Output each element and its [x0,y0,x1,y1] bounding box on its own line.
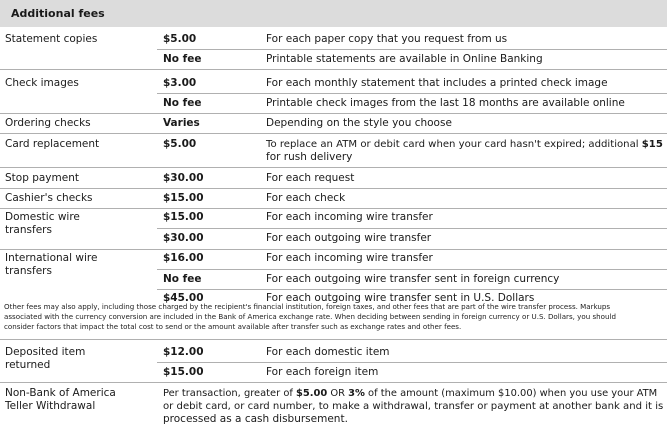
international-wire-label: International wire [5,252,98,264]
divider [0,188,667,189]
statement-copies-desc: For each paper copy that you request from us [266,33,508,45]
international-wire-desc-2: For each outgoing wire transfer sent in foreign currency [266,273,560,285]
deposited-item-label: Deposited item [5,346,86,358]
non-boa-teller-desc-2: or debit card, or card number, to make a withdrawal, transfer or payment at another bank and it is [163,401,664,412]
card-replacement-desc-2: for rush delivery [266,151,353,163]
domestic-wire-desc-2: For each outgoing wire transfer [266,232,432,244]
domestic-wire-desc: For each incoming wire transfer [266,211,433,223]
rush-delivery-amount: $15 [641,139,663,150]
deposited-item-label-2: returned [5,359,51,371]
cashiers-checks-fee: $15.00 [163,192,204,204]
international-wire-fee-3: $45.00 [163,292,204,304]
domestic-wire-fee-2: $30.00 [163,232,204,244]
non-boa-teller-desc-3: processed as a cash disbursement. [163,413,348,425]
divider [157,49,667,50]
divider [0,167,667,168]
card-replacement-desc: To replace an ATM or debit card when your card hasn't expired; additional $15 [266,139,663,150]
divider [157,289,667,290]
ordering-checks-label: Ordering checks [5,117,91,129]
non-boa-teller-label-2: Teller Withdrawal [5,400,96,412]
non-boa-teller-desc: Per transaction, greater of $5.00 OR 3% of the amount (maximum $10.00) when you use your ATM [163,388,658,399]
international-wire-fee-2: No fee [163,273,202,285]
domestic-wire-fee: $15.00 [163,211,204,223]
stop-payment-label: Stop payment [5,172,79,184]
divider [0,249,667,250]
stop-payment-fee: $30.00 [163,172,204,184]
check-images-desc: For each monthly statement that includes a printed check image [266,77,608,89]
deposited-item-desc: For each domestic item [266,346,390,358]
statement-copies-fee-2: No fee [163,53,202,65]
check-images-fee: $3.00 [163,77,197,89]
non-boa-teller-label: Non-Bank of America [5,387,116,399]
divider [157,269,667,270]
divider [0,339,667,340]
divider [157,362,667,363]
statement-copies-desc-2: Printable statements are available in Online Banking [266,53,543,65]
deposited-item-fee-2: $15.00 [163,366,204,378]
wire-transfer-footnote: Other fees may also apply, including those charged by the recipient's financial institution, foreign taxes, and other fees that are part of the wire transfer process. Markups associated with the currency conversion are included in the Bank of America exchange rate. When deciding between sending in foreign currency or U.S. Dollars, you should consider factors that impact the total cost to send or the amount available after transfer such as exchange rates and other fees. [4,302,616,331]
international-wire-desc-3: For each outgoing wire transfer sent in U.S. Dollars [266,292,535,304]
check-images-fee-2: No fee [163,97,202,109]
card-replacement-fee: $5.00 [163,138,197,150]
ordering-checks-desc: Depending on the style you choose [266,117,452,129]
cashiers-checks-desc: For each check [266,192,346,204]
cashiers-checks-label: Cashier's checks [5,192,93,204]
deposited-item-fee: $12.00 [163,346,204,358]
statement-copies-label: Statement copies [5,33,98,45]
domestic-wire-label-2: transfers [5,224,52,236]
divider [0,69,667,70]
divider [157,93,667,94]
divider [0,133,667,134]
domestic-wire-label: Domestic wire [5,211,80,223]
deposited-item-desc-2: For each foreign item [266,366,379,378]
check-images-label: Check images [5,77,79,89]
international-wire-desc: For each incoming wire transfer [266,252,433,264]
check-images-desc-2: Printable check images from the last 18 months are available online [266,97,625,109]
divider [157,228,667,229]
statement-copies-fee: $5.00 [163,33,197,45]
card-replacement-label: Card replacement [5,138,100,150]
ordering-checks-fee: Varies [163,117,200,129]
stop-payment-desc: For each request [266,172,355,184]
section-header: Additional fees [0,0,667,27]
international-wire-fee: $16.00 [163,252,204,264]
divider [0,208,667,209]
divider [0,382,667,383]
divider [0,113,667,114]
international-wire-label-2: transfers [5,265,52,277]
